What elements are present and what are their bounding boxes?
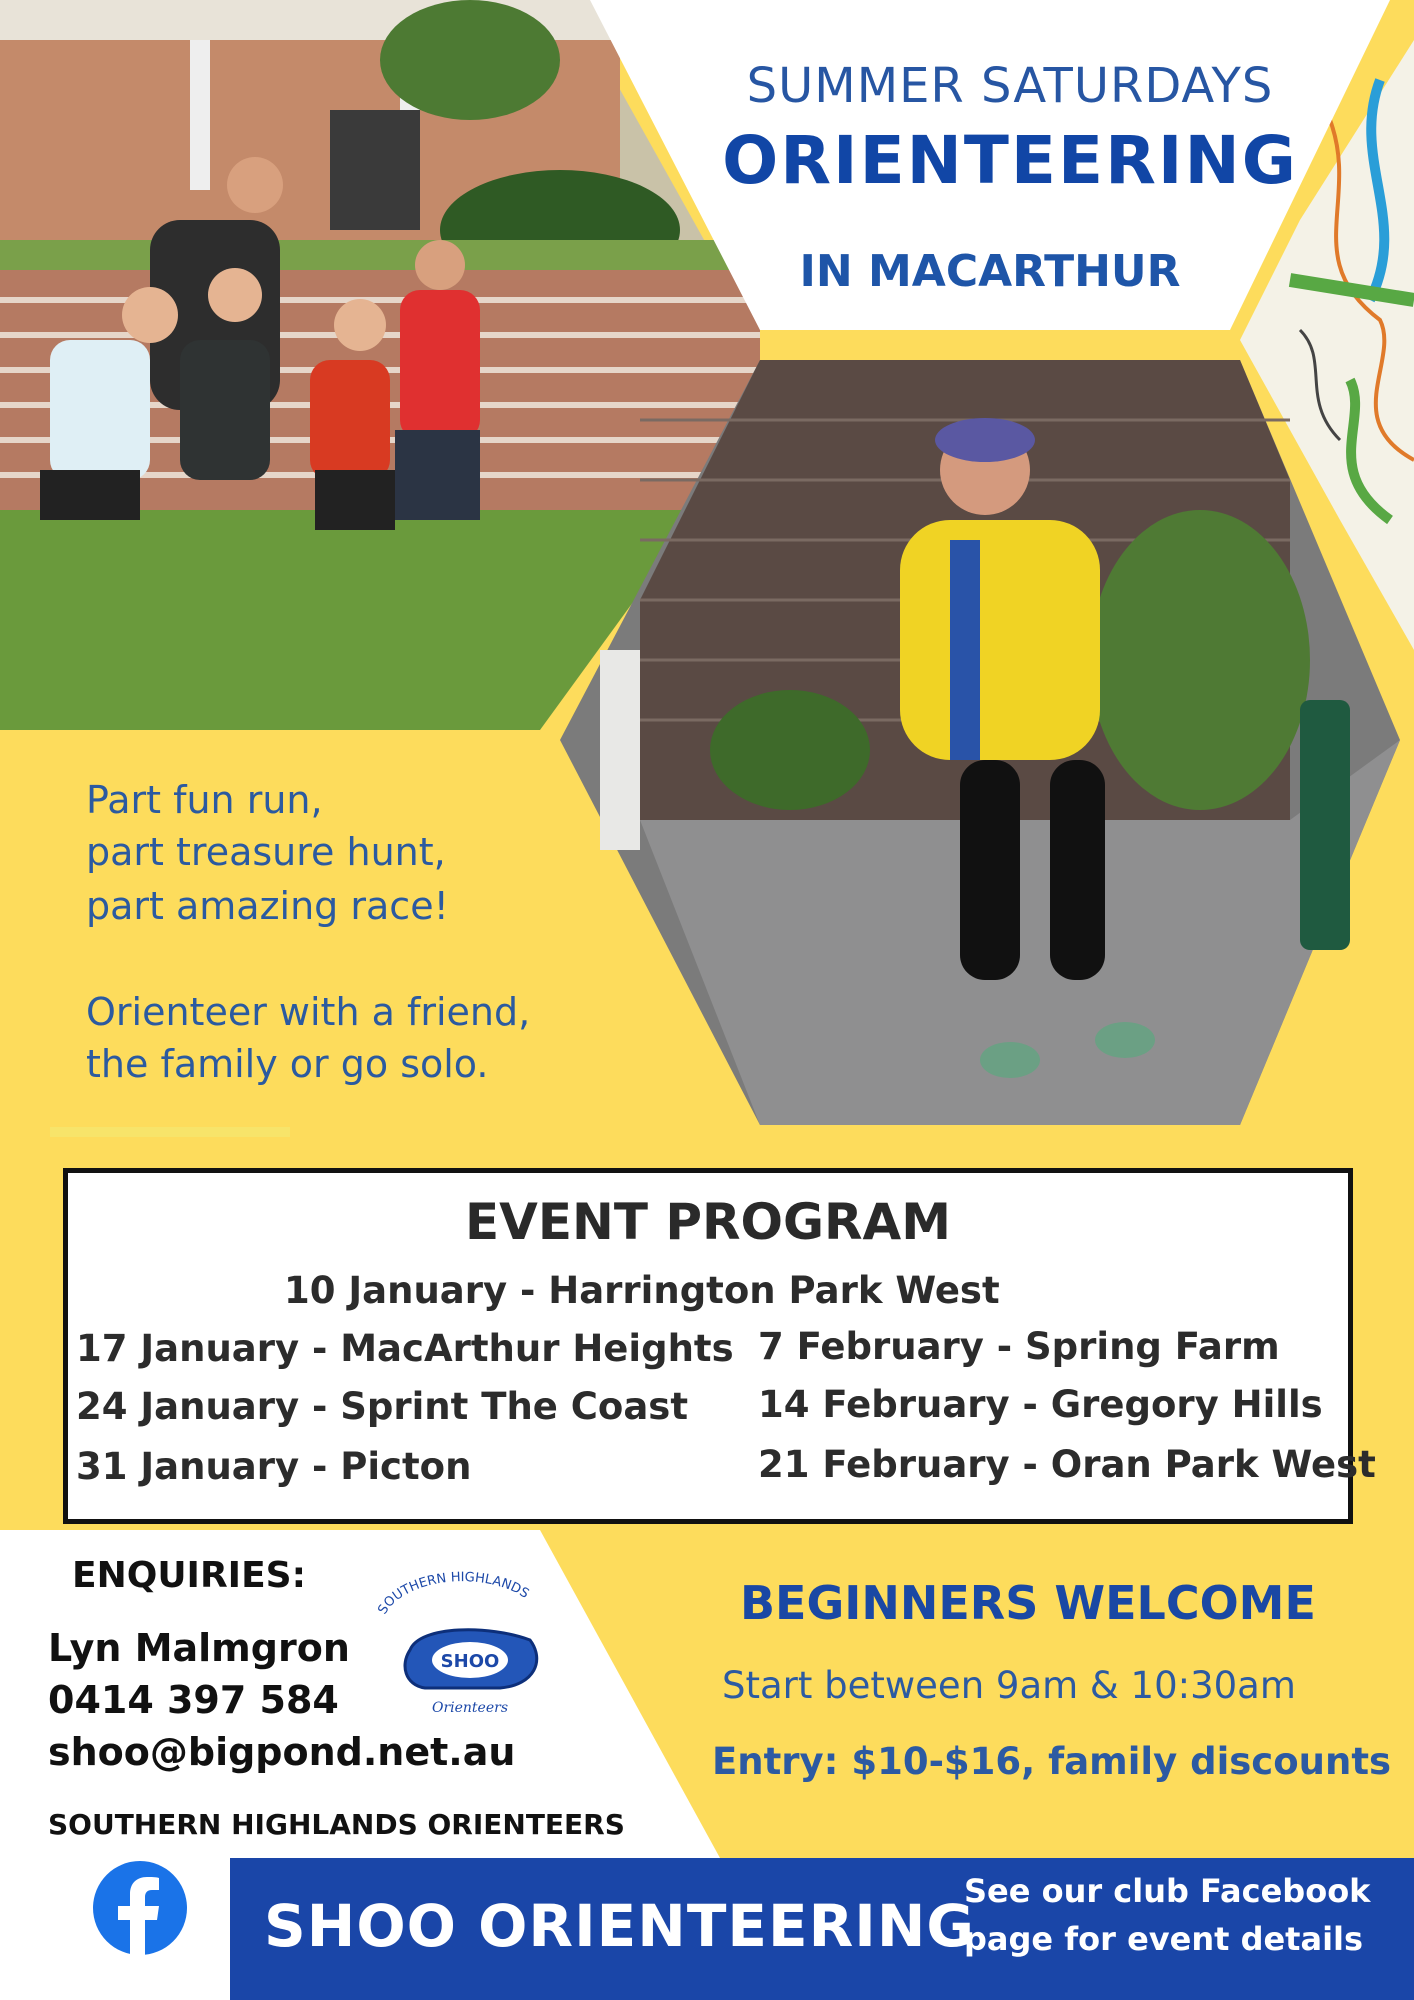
contact-phone[interactable]: 0414 397 584 <box>48 1678 339 1722</box>
event-item-right-2: 14 February - Gregory Hills <box>758 1383 1323 1426</box>
event-item-right-1: 7 February - Spring Farm <box>758 1325 1280 1368</box>
header-orienteering: ORIENTEERING <box>722 122 1298 199</box>
footer-club-name[interactable]: SHOO ORIENTEERING <box>264 1892 976 1960</box>
event-item-left-3: 31 January - Picton <box>76 1445 472 1488</box>
header-summer-saturdays: SUMMER SATURDAYS <box>746 58 1274 114</box>
event-item-left-1: 17 January - MacArthur Heights <box>76 1327 734 1370</box>
footer-bar <box>230 1858 1414 2000</box>
facebook-icon[interactable] <box>92 1860 188 1956</box>
tagline-line-4: Orienteer with a friend, <box>86 990 531 1034</box>
tagline-line-2: part treasure hunt, <box>86 830 446 874</box>
tagline-line-1: Part fun run, <box>86 778 323 822</box>
event-item-first: 10 January - Harrington Park West <box>284 1269 1000 1312</box>
event-program-title: EVENT PROGRAM <box>464 1193 951 1251</box>
footer-note-1: See our club Facebook <box>964 1872 1371 1910</box>
svg-text:SOUTHERN HIGHLANDS <box>375 1570 531 1617</box>
event-item-right-3: 21 February - Oran Park West <box>758 1443 1376 1486</box>
tagline-line-5: the family or go solo. <box>86 1042 489 1086</box>
contact-name: Lyn Malmgron <box>48 1626 350 1670</box>
event-program-box <box>63 1168 1376 1524</box>
enquiries-label: ENQUIRIES: <box>72 1555 306 1596</box>
logo-bottom-text: Orienteers <box>431 1700 509 1716</box>
club-name: SOUTHERN HIGHLANDS ORIENTEERS <box>48 1808 625 1841</box>
beginners-welcome: BEGINNERS WELCOME <box>740 1576 1316 1630</box>
logo-top-text: SOUTHERN HIGHLANDS <box>375 1570 532 1618</box>
contact-email[interactable]: shoo@bigpond.net.au <box>48 1730 516 1774</box>
event-item-left-2: 24 January - Sprint The Coast <box>76 1385 689 1428</box>
start-time: Start between 9am & 10:30am <box>722 1664 1296 1707</box>
footer-note-2: page for event details <box>964 1920 1364 1958</box>
header-in-macarthur: IN MACARTHUR <box>799 246 1181 297</box>
underline-decor <box>50 1127 290 1137</box>
shoo-logo <box>370 1570 550 1720</box>
entry-fee: Entry: $10-$16, family discounts <box>712 1740 1392 1783</box>
logo-mid-text: SHOO <box>440 1651 500 1672</box>
tagline-line-3: part amazing race! <box>86 884 449 928</box>
